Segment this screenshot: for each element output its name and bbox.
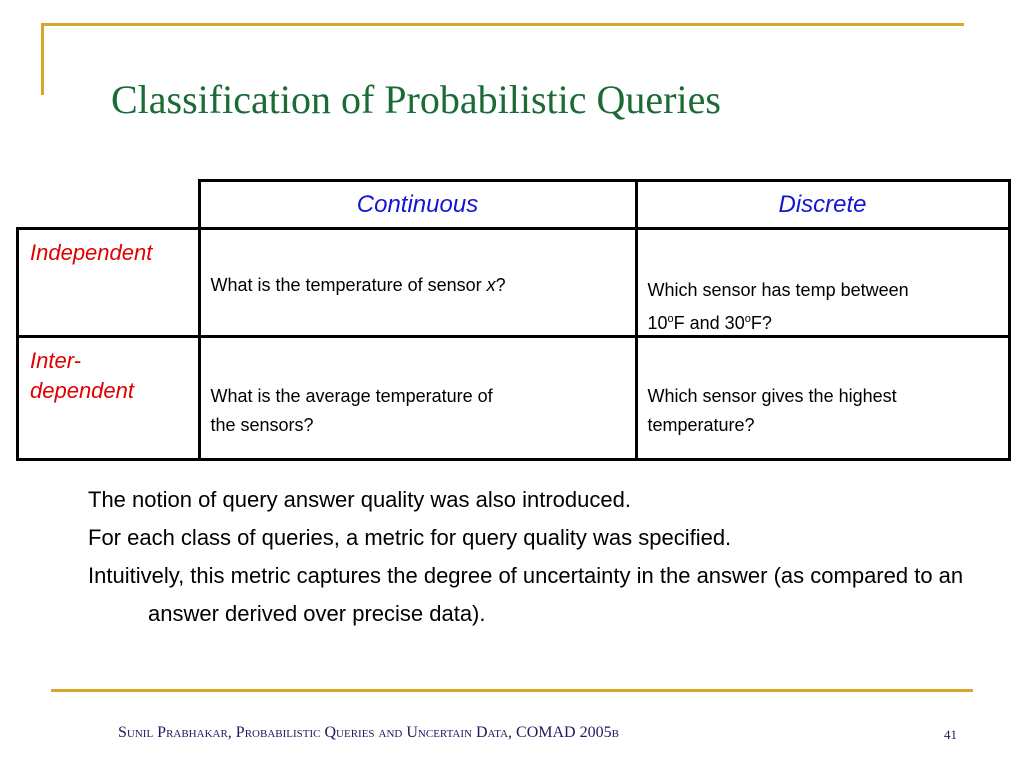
page-number: 41 bbox=[944, 727, 957, 742]
table-row bbox=[18, 337, 1010, 460]
slide-title: Classification of Probabilistic Queries bbox=[111, 77, 721, 122]
table-header-row bbox=[18, 181, 1010, 229]
cell-interdependent-continuous bbox=[199, 337, 636, 460]
query-text: What is the average temperature of the sensors? bbox=[210, 386, 493, 435]
bullet-list bbox=[88, 481, 988, 633]
bottom-accent-line bbox=[51, 689, 973, 692]
column-header-discrete: Discrete bbox=[636, 181, 1009, 229]
list-item: For each class of queries, a metric for query quality was specified. bbox=[88, 525, 732, 550]
row-label-independent: Independent bbox=[30, 240, 153, 265]
row-label-cell-interdependent bbox=[18, 337, 200, 460]
table-row bbox=[18, 229, 1010, 337]
query-text: Which sensor has temp between 10$^o$F and 30$^o$F? bbox=[647, 280, 909, 333]
cell-independent-discrete bbox=[636, 229, 1009, 337]
row-label-cell-independent bbox=[18, 229, 200, 337]
table-corner-cell bbox=[18, 181, 200, 229]
query-text: Which sensor gives the highest temperature? bbox=[647, 386, 897, 435]
list-item: Intuitively, this metric captures the degree of uncertainty in the answer (as compared to an answer derived over precise data). bbox=[88, 563, 964, 626]
query-text: What is the temperature of sensor x? bbox=[210, 275, 506, 295]
cell-independent-continuous bbox=[199, 229, 636, 337]
slide-footer: Sunil Prabhakar, Probabilistic Queries and Uncertain Data, COMAD 2005b bbox=[118, 724, 619, 741]
classification-table bbox=[16, 179, 1011, 461]
column-header-continuous: Continuous bbox=[199, 181, 636, 229]
top-accent-line bbox=[43, 23, 964, 26]
row-label-interdependent: Inter- dependent bbox=[30, 348, 134, 403]
left-accent-line bbox=[41, 23, 44, 95]
list-item: The notion of query answer quality was also introduced. bbox=[88, 487, 631, 512]
cell-interdependent-discrete bbox=[636, 337, 1009, 460]
